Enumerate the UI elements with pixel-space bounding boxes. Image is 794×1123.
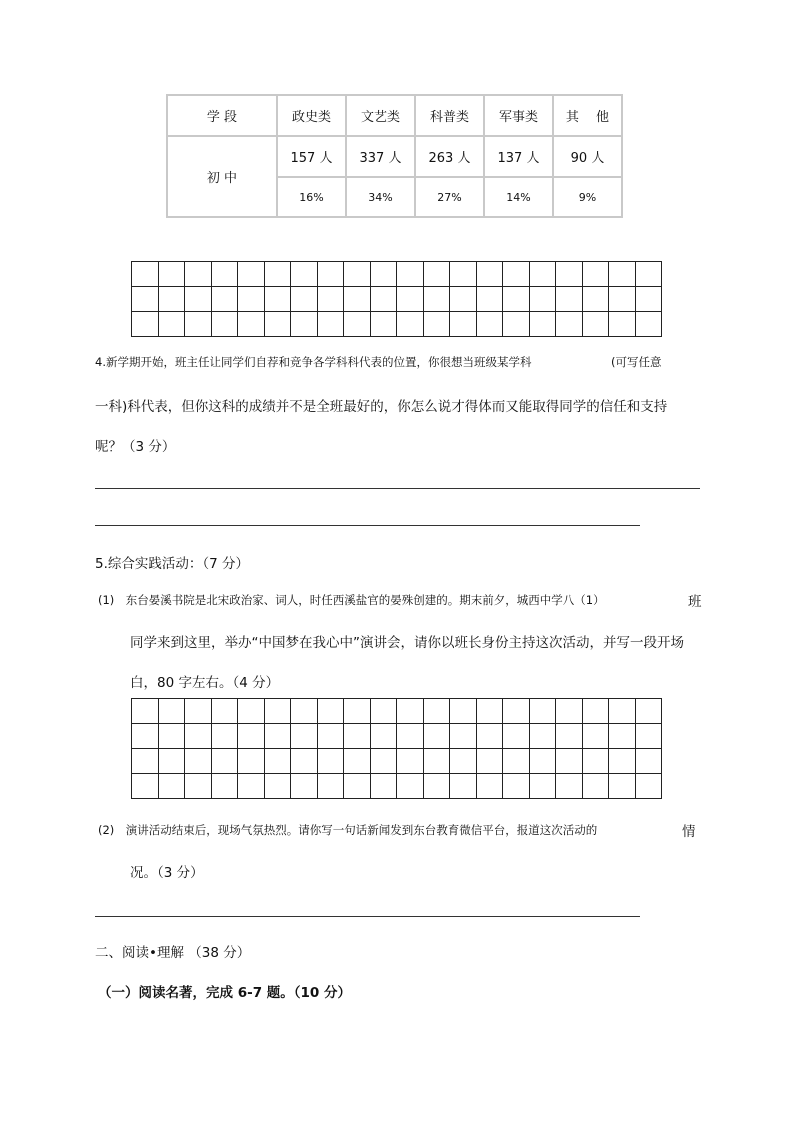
grid-cell[interactable] <box>556 749 583 774</box>
header-cell: 军事类 <box>484 95 553 136</box>
grid-cell[interactable] <box>530 774 557 799</box>
grid-cell[interactable] <box>609 774 636 799</box>
reading-stats-table <box>166 94 623 218</box>
grid-cell[interactable] <box>265 699 292 724</box>
grid-cell[interactable] <box>503 699 530 724</box>
grid-cell[interactable] <box>318 749 345 774</box>
grid-cell[interactable] <box>185 312 212 337</box>
grid-cell[interactable] <box>371 262 398 287</box>
grid-cell[interactable] <box>344 699 371 724</box>
grid-cell[interactable] <box>265 749 292 774</box>
grid-cell[interactable] <box>583 749 610 774</box>
grid-cell[interactable] <box>185 724 212 749</box>
grid-cell[interactable] <box>291 699 318 724</box>
grid-cell[interactable] <box>132 699 159 724</box>
grid-cell[interactable] <box>397 312 424 337</box>
grid-cell[interactable] <box>132 262 159 287</box>
count-cell: 263 人 <box>415 136 484 177</box>
grid-cell[interactable] <box>344 774 371 799</box>
grid-cell[interactable] <box>238 774 265 799</box>
grid-cell[interactable] <box>450 699 477 724</box>
grid-cell[interactable] <box>556 724 583 749</box>
q4-line3: 呢？（3 分） <box>95 439 176 455</box>
grid-cell[interactable] <box>397 287 424 312</box>
grid-cell[interactable] <box>318 774 345 799</box>
grid-cell[interactable] <box>212 724 239 749</box>
q5-part2-line1-tail: 情 <box>682 824 696 840</box>
count-cell: 137 人 <box>484 136 553 177</box>
grid-cell[interactable] <box>212 287 239 312</box>
grid-cell[interactable] <box>636 724 663 749</box>
grid-cell[interactable] <box>397 724 424 749</box>
grid-cell[interactable] <box>397 774 424 799</box>
percent-cell: 34% <box>346 177 415 217</box>
grid-cell[interactable] <box>556 262 583 287</box>
grid-cell[interactable] <box>238 262 265 287</box>
grid-cell[interactable] <box>291 262 318 287</box>
grid-cell[interactable] <box>318 699 345 724</box>
grid-cell[interactable] <box>132 287 159 312</box>
grid-cell[interactable] <box>291 774 318 799</box>
header-cell: 文艺类 <box>346 95 415 136</box>
grid-cell[interactable] <box>424 749 451 774</box>
q5-part2-line2: 况。（3 分） <box>130 865 204 881</box>
percent-cell: 14% <box>484 177 553 217</box>
grid-cell[interactable] <box>318 262 345 287</box>
grid-cell[interactable] <box>424 312 451 337</box>
grid-cell[interactable] <box>265 774 292 799</box>
grid-cell[interactable] <box>159 699 186 724</box>
grid-cell[interactable] <box>477 774 504 799</box>
grid-cell[interactable] <box>318 287 345 312</box>
q4-line1-tail: (可写任意 <box>611 355 662 369</box>
grid-cell[interactable] <box>344 287 371 312</box>
grid-cell[interactable] <box>132 749 159 774</box>
grid-cell[interactable] <box>238 287 265 312</box>
grid-cell[interactable] <box>583 774 610 799</box>
grid-cell[interactable] <box>556 699 583 724</box>
percent-cell: 9% <box>553 177 622 217</box>
grid-cell[interactable] <box>424 262 451 287</box>
grid-cell[interactable] <box>503 749 530 774</box>
grid-cell[interactable] <box>450 262 477 287</box>
grid-cell[interactable] <box>371 312 398 337</box>
grid-cell[interactable] <box>583 262 610 287</box>
grid-cell[interactable] <box>318 724 345 749</box>
grid-cell[interactable] <box>609 699 636 724</box>
q5-title: 5.综合实践活动：（7 分） <box>95 556 250 572</box>
grid-cell[interactable] <box>132 724 159 749</box>
grid-cell[interactable] <box>159 774 186 799</box>
grid-cell[interactable] <box>291 749 318 774</box>
grid-cell[interactable] <box>477 699 504 724</box>
grid-cell[interactable] <box>291 724 318 749</box>
grid-cell[interactable] <box>238 749 265 774</box>
grid-cell[interactable] <box>344 262 371 287</box>
grid-cell[interactable] <box>503 287 530 312</box>
grid-cell[interactable] <box>265 312 292 337</box>
grid-cell[interactable] <box>397 262 424 287</box>
grid-cell[interactable] <box>530 262 557 287</box>
grid-cell[interactable] <box>609 312 636 337</box>
grid-cell[interactable] <box>450 312 477 337</box>
grid-cell[interactable] <box>477 724 504 749</box>
grid-cell[interactable] <box>477 287 504 312</box>
grid-cell[interactable] <box>636 312 663 337</box>
q4-line1: 4.新学期开始，班主任让同学们自荐和竞争各学科科代表的位置，你很想当班级某学科 <box>95 355 532 369</box>
grid-cell[interactable] <box>450 749 477 774</box>
grid-cell[interactable] <box>344 312 371 337</box>
grid-cell[interactable] <box>583 699 610 724</box>
writing-grid-answer-5-1[interactable] <box>131 698 662 799</box>
grid-cell[interactable] <box>530 287 557 312</box>
count-cell: 337 人 <box>346 136 415 177</box>
header-cell: 政史类 <box>277 95 346 136</box>
q5-part1-line3: 白，80 字左右。（4 分） <box>130 675 280 691</box>
grid-cell[interactable] <box>238 724 265 749</box>
grid-cell[interactable] <box>636 699 663 724</box>
grid-cell[interactable] <box>265 287 292 312</box>
header-cell: 科普类 <box>415 95 484 136</box>
grid-cell[interactable] <box>424 287 451 312</box>
grid-cell[interactable] <box>503 262 530 287</box>
grid-cell[interactable] <box>424 774 451 799</box>
grid-cell[interactable] <box>556 287 583 312</box>
grid-cell[interactable] <box>185 699 212 724</box>
grid-cell[interactable] <box>477 262 504 287</box>
grid-cell[interactable] <box>212 262 239 287</box>
grid-cell[interactable] <box>636 287 663 312</box>
grid-cell[interactable] <box>530 312 557 337</box>
grid-cell[interactable] <box>212 774 239 799</box>
grid-cell[interactable] <box>185 749 212 774</box>
grid-cell[interactable] <box>238 312 265 337</box>
section2-subtitle: （一）阅读名著，完成 6-7 题。（10 分） <box>98 985 352 1001</box>
grid-cell[interactable] <box>609 749 636 774</box>
grid-cell[interactable] <box>291 287 318 312</box>
grid-cell[interactable] <box>132 312 159 337</box>
grid-cell[interactable] <box>212 749 239 774</box>
grid-cell[interactable] <box>185 262 212 287</box>
q5-part1-line1: (1) 东台晏溪书院是北宋政治家、词人，时任西溪盐官的晏殊创建的。期末前夕，城西中学八（1） <box>98 593 605 607</box>
grid-cell[interactable] <box>583 287 610 312</box>
grid-cell[interactable] <box>397 699 424 724</box>
table-count-row <box>167 136 622 177</box>
grid-cell[interactable] <box>450 724 477 749</box>
grid-cell[interactable] <box>291 312 318 337</box>
grid-cell[interactable] <box>238 699 265 724</box>
grid-cell[interactable] <box>397 749 424 774</box>
grid-cell[interactable] <box>424 699 451 724</box>
row-label-cell: 初 中 <box>167 136 277 217</box>
grid-cell[interactable] <box>159 312 186 337</box>
grid-cell[interactable] <box>265 262 292 287</box>
writing-grid-answer-3[interactable] <box>131 261 662 337</box>
grid-cell[interactable] <box>371 699 398 724</box>
grid-cell[interactable] <box>371 724 398 749</box>
q5-part2-answer-line[interactable] <box>95 916 640 917</box>
q4-line2: 一科)科代表，但你这科的成绩并不是全班最好的，你怎么说才得体而又能取得同学的信任和支持 <box>95 399 668 415</box>
grid-cell[interactable] <box>583 724 610 749</box>
grid-cell[interactable] <box>636 262 663 287</box>
grid-cell[interactable] <box>477 749 504 774</box>
grid-cell[interactable] <box>530 749 557 774</box>
grid-cell[interactable] <box>609 262 636 287</box>
grid-cell[interactable] <box>503 774 530 799</box>
grid-cell[interactable] <box>609 287 636 312</box>
grid-cell[interactable] <box>556 774 583 799</box>
grid-cell[interactable] <box>530 724 557 749</box>
grid-cell[interactable] <box>159 287 186 312</box>
count-cell: 90 人 <box>553 136 622 177</box>
percent-cell: 16% <box>277 177 346 217</box>
grid-cell[interactable] <box>318 312 345 337</box>
count-cell: 157 人 <box>277 136 346 177</box>
grid-cell[interactable] <box>503 724 530 749</box>
grid-cell[interactable] <box>371 749 398 774</box>
grid-cell[interactable] <box>159 749 186 774</box>
grid-cell[interactable] <box>371 287 398 312</box>
grid-cell[interactable] <box>450 774 477 799</box>
grid-cell[interactable] <box>503 312 530 337</box>
grid-cell[interactable] <box>185 774 212 799</box>
grid-cell[interactable] <box>132 774 159 799</box>
q5-part1-line1-tail: 班 <box>688 594 702 610</box>
grid-cell[interactable] <box>530 699 557 724</box>
grid-cell[interactable] <box>159 262 186 287</box>
section2-title: 二、阅读•理解 （38 分） <box>95 945 251 961</box>
grid-cell[interactable] <box>477 312 504 337</box>
q5-part2-line1: (2) 演讲活动结束后，现场气氛热烈。请你写一句话新闻发到东台教育微信平台，报道这次活动的 <box>98 823 598 837</box>
grid-cell[interactable] <box>636 774 663 799</box>
header-cell: 学 段 <box>167 95 277 136</box>
grid-cell[interactable] <box>450 287 477 312</box>
grid-cell[interactable] <box>636 749 663 774</box>
grid-cell[interactable] <box>371 774 398 799</box>
grid-cell[interactable] <box>212 312 239 337</box>
grid-cell[interactable] <box>583 312 610 337</box>
q4-answer-line-1[interactable] <box>95 488 700 489</box>
q4-answer-line-2[interactable] <box>95 525 640 526</box>
percent-cell: 27% <box>415 177 484 217</box>
header-cell: 其 他 <box>553 95 622 136</box>
grid-cell[interactable] <box>344 749 371 774</box>
grid-cell[interactable] <box>265 724 292 749</box>
grid-cell[interactable] <box>609 724 636 749</box>
table-header-row <box>167 95 622 136</box>
grid-cell[interactable] <box>424 724 451 749</box>
grid-cell[interactable] <box>344 724 371 749</box>
grid-cell[interactable] <box>556 312 583 337</box>
grid-cell[interactable] <box>185 287 212 312</box>
grid-cell[interactable] <box>212 699 239 724</box>
q5-part1-line2: 同学来到这里，举办“中国梦在我心中”演讲会，请你以班长身份主持这次活动，并写一段开场 <box>130 635 684 651</box>
grid-cell[interactable] <box>159 724 186 749</box>
